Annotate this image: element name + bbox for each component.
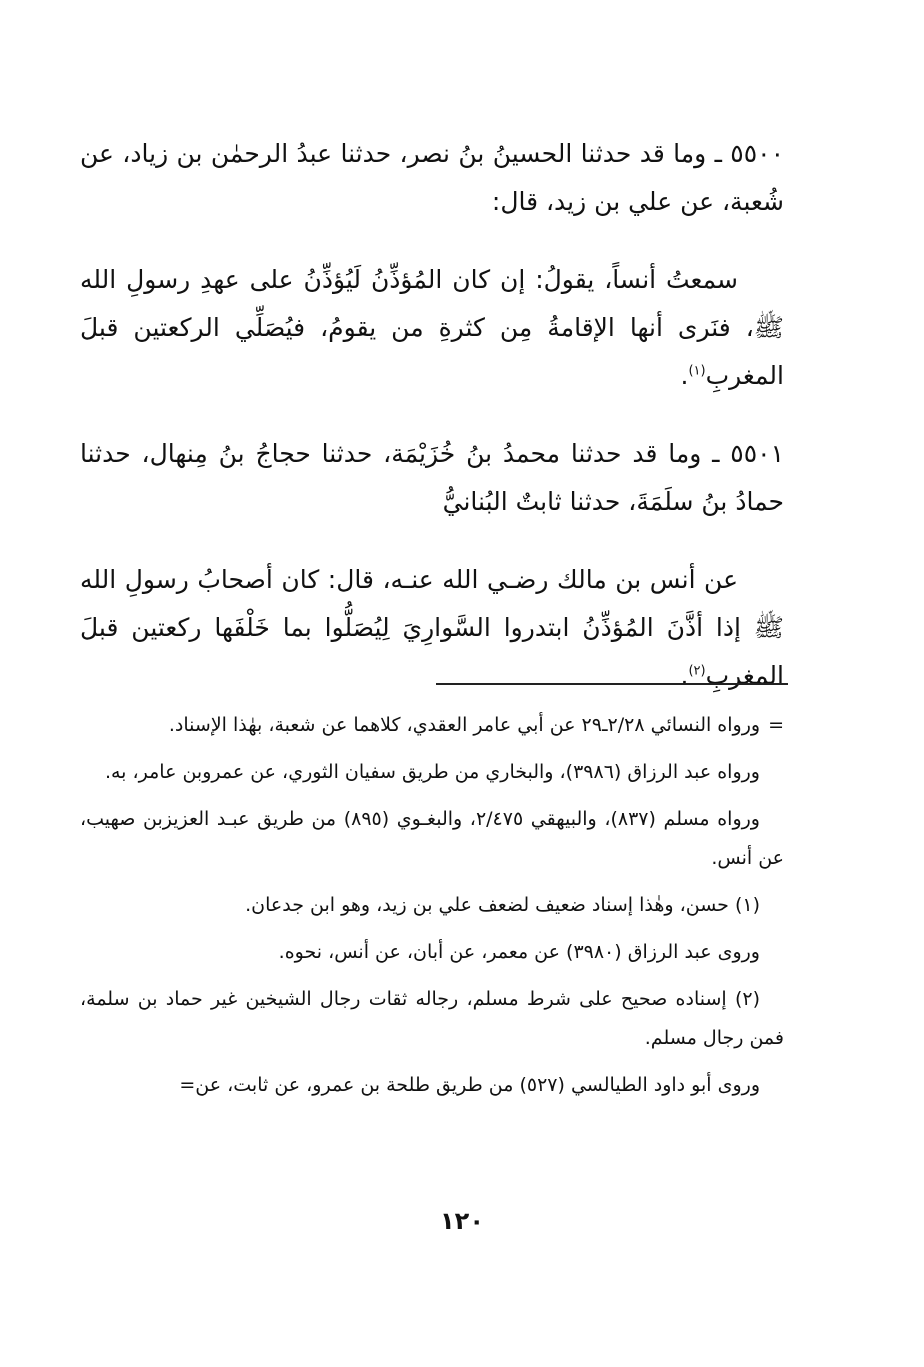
footnote-2: (٢) إسناده صحيح على شرط مسلم، رجاله ثقات رجال الشيخين غير حماد بن سلمة، فمن رجال مسلم. xyxy=(80,988,784,1049)
matn-text: سمعتُ أنساً، يقولُ: إن كان المُؤذِّنُ لَيُؤذِّنُ على عهدِ رسولِ الله ﷺ، فنَرى أنها الإقامةُ مِن كثرةِ من يقومُ، فيُصَلِّي الركعتين قبلَ المغربِ xyxy=(80,265,784,390)
footnote-1: (١) حسن، وهٰذا إسناد ضعيف لضعف علي بن زيد، وهو ابن جدعان. xyxy=(245,894,760,916)
footnote-ref: (٢) xyxy=(688,663,706,679)
matn-text: عن أنس بن مالك رضـي الله عنـه، قال: كان أصحابُ رسولِ الله ﷺ إذا أذَّنَ المُؤذِّنُ ابتدروا السَّوارِيَ لِيُصَلُّوا بما خَلْفَها ركعتين قبلَ المغربِ xyxy=(80,565,784,690)
isnad-text: ـ وما قد حدثنا محمدُ بنُ خُزَيْمَة، حدثنا حجاجُ بنُ مِنهال، حدثنا حمادُ بنُ سلَمَةَ، حدثنا ثابتٌ البُنانيُّ xyxy=(80,439,784,516)
footnote-text: وروى أبو داود الطيالسي (٥٢٧) من طريق طلحة بن عمرو، عن ثابت، عن xyxy=(195,1074,760,1096)
continuation-marker: = xyxy=(768,714,784,736)
hadith-number: ٥٥٠١ xyxy=(730,439,784,468)
footnote-last-line xyxy=(80,1066,784,1105)
footnote-line: ورواه مسلم (٨٣٧)، والبيهقي ٢/٤٧٥، والبغـوي (٨٩٥) من طريق عبـد العزيزبن صهيب، عن أنس. xyxy=(80,808,784,869)
hadith-5501-matn xyxy=(80,556,784,700)
page-number: ١٢٠ xyxy=(440,1207,484,1235)
footnote-line: وروى عبد الرزاق (٣٩٨٠) عن معمر، عن أبان، عن أنس، نحوه. xyxy=(278,941,760,963)
footnote-ref: (١) xyxy=(688,363,706,379)
footnote-text: ورواه النسائي ٢/٢٨ـ٢٩ عن أبي عامر العقدي، كلاهما عن شعبة، بهٰذا الإسناد. xyxy=(168,714,761,736)
isnad-text: ـ وما قد حدثنا الحسينُ بنُ نصر، حدثنا عبدُ الرحمٰن بن زياد، عن شُعبة، عن علي بن زيد، قال: xyxy=(80,139,784,216)
footnote-line: ورواه عبد الرزاق (٣٩٨٦)، والبخاري من طريق سفيان الثوري، عن عمروبن عامر، به. xyxy=(104,761,760,783)
main-text xyxy=(80,130,784,700)
footnote-divider xyxy=(436,683,788,685)
continuation-marker: = xyxy=(179,1074,196,1096)
hadith-5500-chain xyxy=(80,130,784,226)
hadith-5500-matn xyxy=(80,256,784,400)
period: . xyxy=(680,661,689,690)
footnotes xyxy=(80,706,784,1113)
hadith-5501-chain xyxy=(80,430,784,526)
hadith-number: ٥٥٠٠ xyxy=(730,139,784,168)
footnote-continuation xyxy=(80,706,784,745)
period: . xyxy=(680,361,689,390)
